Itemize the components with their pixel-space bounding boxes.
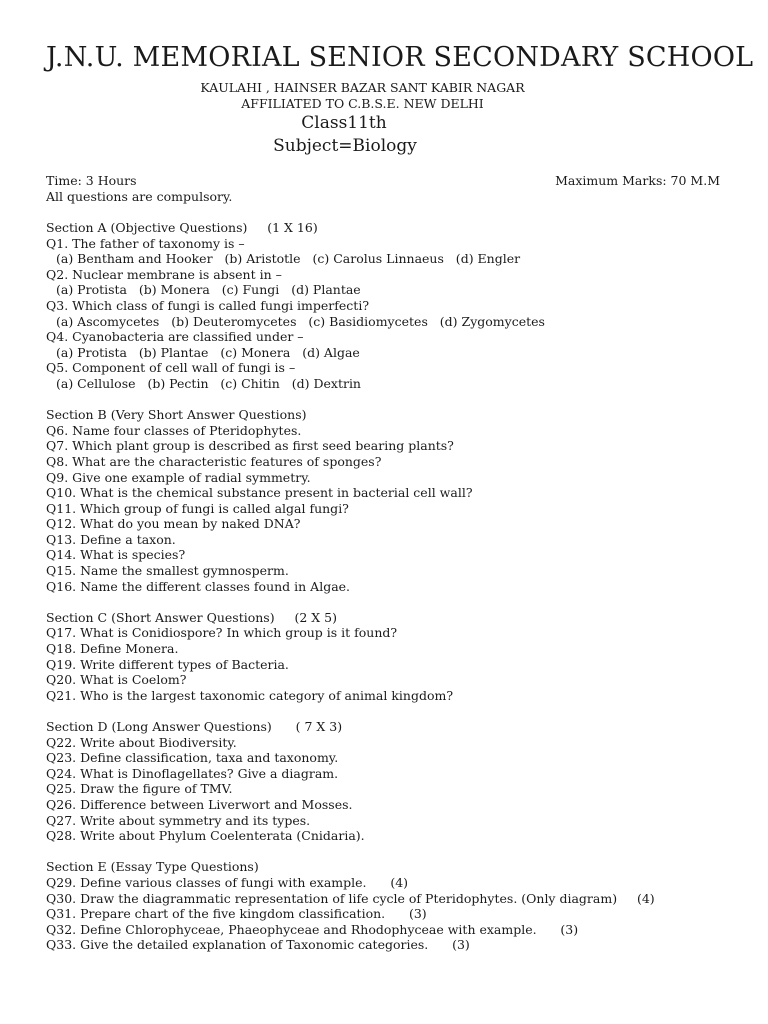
question-options: (a) Cellulose (b) Pectin (c) Chitin (d) Dextrin	[56, 375, 361, 391]
question-text: Q20. What is Coelom?	[46, 672, 187, 688]
section-heading: Section D (Long Answer Questions) ( 7 X 3)	[46, 719, 343, 734]
subject-label: Subject=Biology	[273, 136, 417, 156]
question-text: Q23. Define classification, taxa and taxonomy.	[46, 750, 339, 766]
section-block	[46, 610, 736, 704]
question-sections	[46, 220, 736, 969]
question-text: Q7. Which plant group is described as first seed bearing plants?	[46, 438, 454, 454]
question-text: Q11. Which group of fungi is called algal fungi?	[46, 500, 349, 516]
school-address: KAULAHI , HAINSER BAZAR SANT KABIR NAGAR	[200, 80, 525, 95]
question-text: Q10. What is the chemical substance present in bacterial cell wall?	[46, 485, 473, 501]
question-text: Q25. Draw the figure of TMV.	[46, 781, 233, 797]
question-text: Q17. What is Conidiospore? In which group is it found?	[46, 625, 398, 641]
question-text: Q12. What do you mean by naked DNA?	[46, 516, 301, 532]
question-text: Q2. Nuclear membrane is absent in –	[46, 266, 282, 282]
exam-time: Time: 3 Hours	[46, 173, 137, 188]
question-options: (a) Ascomycetes (b) Deuteromycetes (c) Basidiomycetes (d) Zygomycetes	[56, 313, 545, 329]
question-text: Q33. Give the detailed explanation of Taxonomic categories. (3)	[46, 937, 470, 953]
maximum-marks: Maximum Marks: 70 M.M	[555, 173, 720, 188]
section-heading: Section A (Objective Questions) (1 X 16)	[46, 220, 318, 235]
question-text: Q32. Define Chlorophyceae, Phaeophyceae and Rhodophyceae with example. (3)	[46, 921, 579, 937]
question-text: Q24. What is Dinoflagellates? Give a diagram.	[46, 765, 339, 781]
question-options: (a) Bentham and Hooker (b) Aristotle (c) Carolus Linnaeus (d) Engler	[56, 251, 521, 267]
question-text: Q19. Write different types of Bacteria.	[46, 656, 289, 672]
question-text: Q30. Draw the diagrammatic representation of life cycle of Pteridophytes. (Only diagram) (4)	[46, 890, 655, 906]
school-affiliation: AFFILIATED TO C.B.S.E. NEW DELHI	[241, 96, 484, 111]
section-block	[46, 719, 736, 844]
question-text: Q15. Name the smallest gymnosperm.	[46, 563, 289, 579]
question-text: Q27. Write about symmetry and its types.	[46, 812, 311, 828]
question-text: Q18. Define Monera.	[46, 641, 179, 657]
question-text: Q26. Difference between Liverwort and Mosses.	[46, 796, 353, 812]
section-block	[46, 220, 736, 392]
question-text: Q9. Give one example of radial symmetry.	[46, 469, 311, 485]
question-text: Q21. Who is the largest taxonomic category of animal kingdom?	[46, 687, 454, 703]
question-options: (a) Protista (b) Plantae (c) Monera (d) Algae	[56, 344, 360, 360]
question-text: Q5. Component of cell wall of fungi is –	[46, 360, 296, 376]
question-text: Q4. Cyanobacteria are classified under –	[46, 329, 304, 345]
question-text: Q31. Prepare chart of the five kingdom classification. (3)	[46, 906, 427, 922]
question-text: Q16. Name the different classes found in Algae.	[46, 578, 351, 594]
question-text: Q14. What is species?	[46, 547, 186, 563]
section-block	[46, 859, 736, 953]
question-text: Q3. Which class of fungi is called fungi imperfecti?	[46, 297, 370, 313]
question-text: Q1. The father of taxonomy is –	[46, 235, 245, 251]
school-name: J.N.U. MEMORIAL SENIOR SECONDARY SCHOOL	[46, 42, 754, 73]
question-options: (a) Protista (b) Monera (c) Fungi (d) Plantae	[56, 282, 361, 298]
class-label: Class11th	[301, 113, 387, 133]
question-text: Q6. Name four classes of Pteridophytes.	[46, 422, 302, 438]
section-heading: Section C (Short Answer Questions) (2 X 5)	[46, 609, 337, 625]
question-text: Q13. Define a taxon.	[46, 531, 176, 547]
section-block	[46, 407, 736, 594]
section-heading: Section B (Very Short Answer Questions)	[46, 407, 307, 423]
question-text: Q28. Write about Phylum Coelenterata (Cnidaria).	[46, 828, 365, 844]
question-text: Q22. Write about Biodiversity.	[46, 734, 237, 750]
general-instruction: All questions are compulsory.	[46, 189, 233, 204]
section-heading: Section E (Essay Type Questions)	[46, 859, 259, 875]
question-text: Q8. What are the characteristic features of sponges?	[46, 453, 382, 469]
question-text: Q29. Define various classes of fungi with example. (4)	[46, 874, 409, 890]
